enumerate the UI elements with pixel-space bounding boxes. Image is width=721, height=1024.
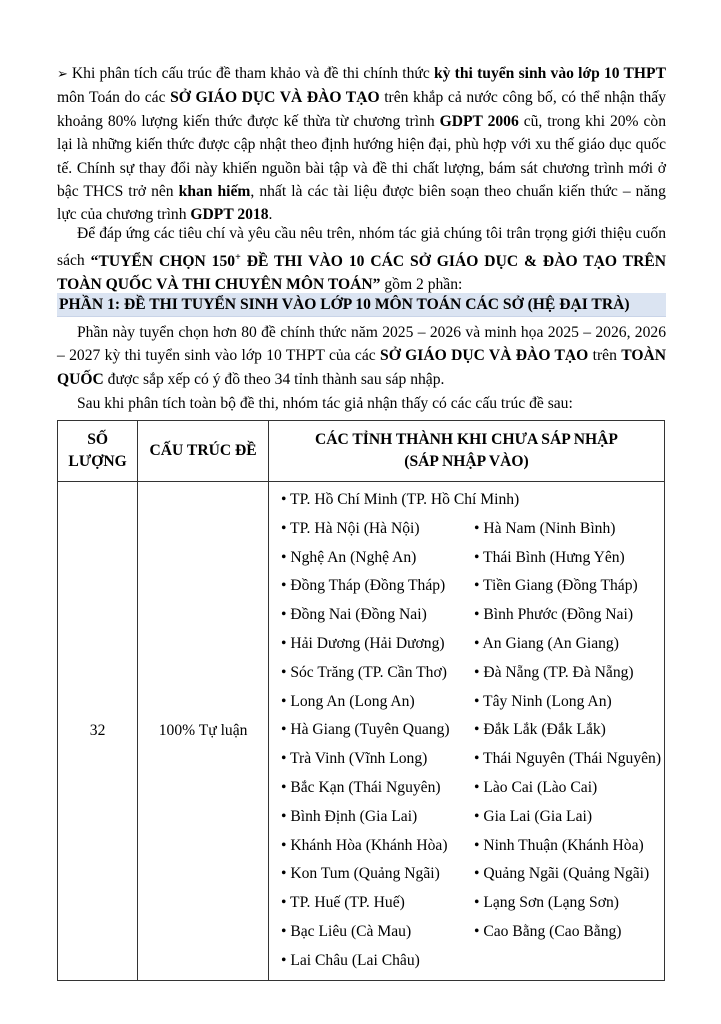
text-span: Khi phân tích cấu trúc đề tham khảo và đề thi chính thức <box>71 65 434 82</box>
text-span: ĐỀ THI VÀO 10 CÁC SỞ GIÁO DỤC & ĐÀO TẠO TRÊN TOÀN QUỐC VÀ THI CHUYÊN MÔN TOÁN” <box>57 252 666 293</box>
list-item: • Lạng Sơn (Lạng Sơn) <box>473 894 619 912</box>
count-cell: 32 <box>58 482 138 981</box>
text-span: , nhất là các tài liệu được biên soạn theo chuẩn kiến thức – năng lực của chương trình <box>57 183 666 224</box>
province-row <box>281 544 664 573</box>
province-row <box>281 745 664 774</box>
list-item: • Đà Nẵng (TP. Đà Nẵng) <box>473 663 634 681</box>
province-row <box>281 947 664 976</box>
text-span: “TUYỂN CHỌN 150 <box>90 252 236 270</box>
list-item: • Lai Châu (Lai Châu) <box>280 951 420 969</box>
province-row <box>281 774 664 803</box>
list-item: • Bạc Liêu (Cà Mau) <box>280 922 412 940</box>
province-row <box>281 630 664 659</box>
province-row <box>281 860 664 889</box>
header-text: (SÁP NHẬP VÀO) <box>404 453 529 470</box>
province-row <box>281 515 664 544</box>
province-row <box>281 572 664 601</box>
arrow-bullet-icon: ➢ <box>57 67 68 82</box>
list-item: • An Giang (An Giang) <box>473 634 619 652</box>
bold-span: khan hiếm <box>178 183 251 201</box>
province-row <box>281 659 664 688</box>
header-text: CÁC TỈNH THÀNH KHI CHƯA SÁP NHẬP <box>315 431 618 448</box>
list-item: • Thái Nguyên (Thái Nguyên) <box>473 750 662 768</box>
list-item: • Khánh Hòa (Khánh Hòa) <box>280 836 448 854</box>
bold-span: kỳ thi tuyển sinh vào lớp 10 THPT <box>433 65 666 82</box>
book-title <box>57 253 666 293</box>
list-item: • Lào Cai (Lào Cai) <box>473 778 598 796</box>
header-text: LƯỢNG <box>68 453 127 470</box>
list-item: • Bắc Kạn (Thái Nguyên) <box>280 778 441 796</box>
province-row <box>281 688 664 717</box>
header-provinces <box>268 421 664 482</box>
list-item: • Gia Lai (Gia Lai) <box>473 807 593 825</box>
list-item: • Đồng Nai (Đồng Nai) <box>280 606 427 624</box>
text-span: trên khắp cả nước công bố, có thể nhận thấy khoảng 80% lượng kiến thức được kế thừa từ chương trình <box>57 89 667 130</box>
list-item: • Thái Bình (Hưng Yên) <box>473 548 625 566</box>
book-intro-paragraph <box>57 222 666 296</box>
text-span: cũ, trong khi 20% còn lại là những kiến thức được cập nhật theo định hướng hiện đại, phù hợp với xu thế giáo dục quốc tế. Chính sự thay đổi này khiến nguồn bài tập và đề thi chất lượng, bám sát chương trình mới ở bậc THCS trở nên <box>57 112 666 201</box>
list-item: • Kon Tum (Quảng Ngãi) <box>280 865 440 883</box>
structure-intro-paragraph: Sau khi phân tích toàn bộ đề thi, nhóm tác giả nhận thấy có các cấu trúc đề sau: <box>77 395 573 412</box>
structure-cell: 100% Tự luận <box>138 482 269 981</box>
list-item: • Hà Nam (Ninh Bình) <box>473 519 616 537</box>
provinces-cell <box>268 482 664 981</box>
header-structure: CẤU TRÚC ĐỀ <box>138 421 269 482</box>
list-item: • Đồng Tháp (Đồng Tháp) <box>280 577 446 595</box>
text-span: . <box>268 206 273 224</box>
list-item: • Tiền Giang (Đồng Tháp) <box>473 577 638 595</box>
province-row <box>281 803 664 832</box>
text-span: được sắp xếp có ý đồ theo 34 tỉnh thành sau sáp nhập. <box>103 370 445 388</box>
text-span: môn Toán do các <box>57 89 171 107</box>
table-header-row <box>58 421 665 482</box>
list-item: • TP. Hà Nội (Hà Nội) <box>280 519 420 537</box>
intro-paragraph <box>57 62 666 227</box>
bold-span: SỞ GIÁO DỤC VÀ ĐÀO TẠO <box>380 347 589 365</box>
section-paragraph <box>57 321 666 391</box>
list-item: • TP. Huế (TP. Huế) <box>280 894 405 912</box>
text-span: trên <box>588 347 622 365</box>
bold-span: GDPT 2018 <box>190 206 269 224</box>
section-heading: PHẦN 1: ĐỀ THI TUYỂN SINH VÀO LỚP 10 MÔN TOÁN CÁC SỞ (HỆ ĐẠI TRÀ) <box>57 293 666 317</box>
text-span: Để đáp ứng các tiêu chí và yêu cầu nêu trên, nhóm tác giả chúng tôi trân trọng giới thiệu cuốn sách <box>57 225 666 270</box>
list-item: • Hà Giang (Tuyên Quang) <box>280 721 450 739</box>
list-item: • Tây Ninh (Long An) <box>473 692 612 710</box>
list-item: • Sóc Trăng (TP. Cần Thơ) <box>280 663 447 681</box>
province-row <box>281 889 664 918</box>
list-item: • Trà Vinh (Vĩnh Long) <box>280 750 428 768</box>
text-span: gồm 2 phần: <box>380 276 463 293</box>
bold-span: TOÀN QUỐC <box>57 347 666 388</box>
list-item: • Nghệ An (Nghệ An) <box>280 548 417 566</box>
list-item: • Cao Bằng (Cao Bằng) <box>473 922 622 940</box>
structure-table <box>57 420 665 981</box>
header-text: SỐ <box>87 431 108 448</box>
list-item: • Hải Dương (Hải Dương) <box>280 634 445 652</box>
text-span: Phần này tuyển chọn hơn 80 đề chính thức năm 2025 – 2026 và minh họa 2025 – 2026, 2026 – 2027 kỳ thi tuyển sinh vào lớp 10 THPT của các <box>57 324 666 365</box>
province-row <box>281 918 664 947</box>
province-row <box>281 486 664 515</box>
list-item: • Ninh Thuận (Khánh Hòa) <box>473 836 644 854</box>
province-list <box>281 515 664 947</box>
province-row <box>281 716 664 745</box>
province-row <box>281 832 664 861</box>
list-item: • Bình Định (Gia Lai) <box>280 807 418 825</box>
list-item: • Quảng Ngãi (Quảng Ngãi) <box>473 865 650 883</box>
superscript: + <box>235 251 241 263</box>
table-row <box>58 482 665 981</box>
list-item: • TP. Hồ Chí Minh (TP. Hồ Chí Minh) <box>280 491 520 508</box>
province-row <box>281 601 664 630</box>
list-item: • Đắk Lắk (Đắk Lắk) <box>473 721 606 739</box>
bold-span: SỞ GIÁO DỤC VÀ ĐÀO TẠO <box>170 89 380 107</box>
list-item: • Bình Phước (Đồng Nai) <box>473 606 634 624</box>
bold-span: GDPT 2006 <box>439 112 519 130</box>
header-count <box>58 421 138 482</box>
list-item: • Long An (Long An) <box>280 692 415 710</box>
